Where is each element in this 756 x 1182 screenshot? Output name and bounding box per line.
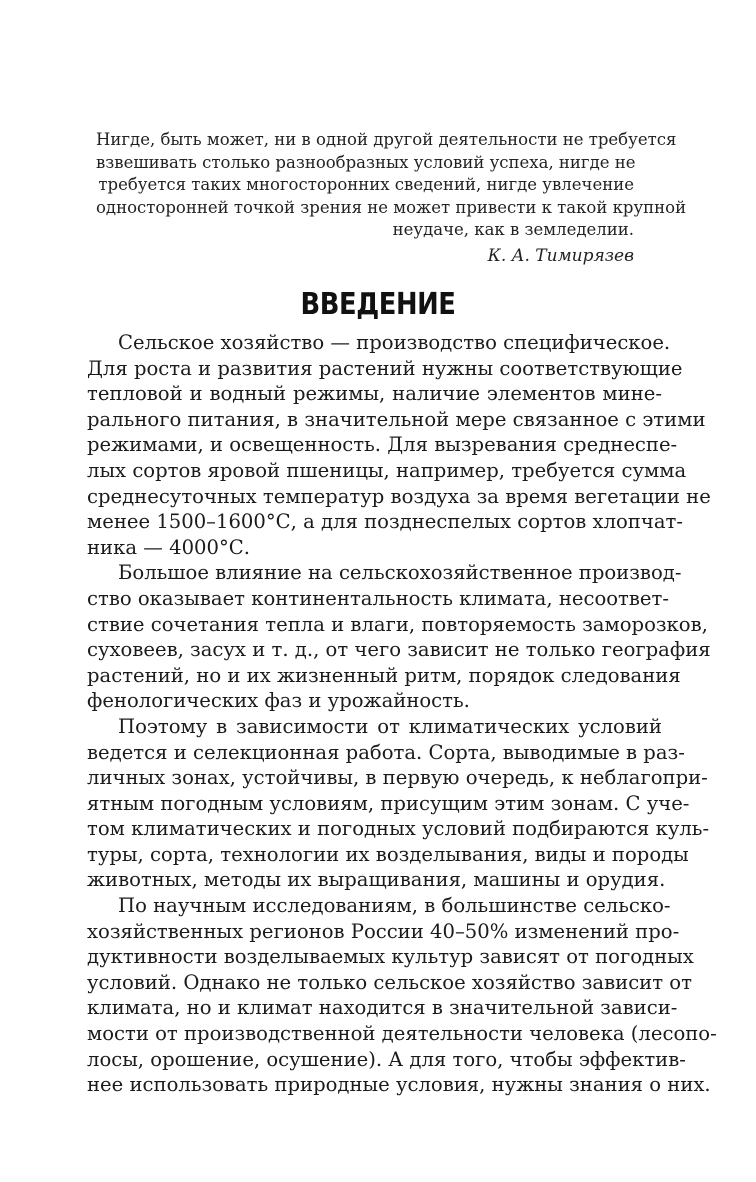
paragraph-line: среднесуточных температур воздуха за время вегетации не (87, 484, 711, 508)
paragraph-line: режимами, и освещенность. Для вызревания среднеспе- (87, 433, 678, 457)
paragraph-line: нее использовать природные условия, нужны знания о них. (87, 1073, 711, 1097)
paragraph-line: климата, но и климат находится в значительной зависи- (87, 996, 678, 1020)
paragraph-line: животных, методы их выращивания, машины и орудия. (87, 868, 666, 892)
paragraph-line: лосы, орошение, осушение). А для того, чтобы эффектив- (87, 1047, 686, 1071)
epigraph-line: требуется таких многосторонних сведений, нигде увлечение (98, 175, 634, 194)
epigraph-line: Нигде, быть может, ни в одной другой деятельности не требуется (96, 130, 677, 149)
epigraph-line: односторонней точкой зрения не может привести к такой крупной (96, 197, 687, 217)
paragraph-line: ведется и селекционная работа. Сорта, выводимые в раз- (87, 740, 685, 764)
paragraph-line: менее 1500–1600°С, а для позднеспелых сортов хлопчат- (87, 510, 683, 534)
paragraph-line: фенологических фаз и урожайность. (87, 689, 470, 713)
paragraph-line: личных зонах, устойчивы, в первую очередь, к неблагопри- (87, 766, 708, 790)
paragraph-line: растений, но и их жизненный ритм, порядок следования (87, 663, 681, 687)
paragraph-line: Для роста и развития растений нужны соответствующие (87, 356, 683, 380)
paragraph-line: хозяйственных регионов России 40–50% изменений про- (87, 919, 680, 943)
chapter-title: ВВЕДЕНИЕ (300, 287, 456, 322)
paragraph-line: туры, сорта, технологии их возделывания, виды и породы (87, 842, 689, 866)
paragraph-3 (87, 714, 710, 893)
body-text (87, 330, 717, 1098)
paragraph-1 (87, 330, 711, 560)
paragraph-line: дуктивности возделываемых культур зависят от погодных (87, 945, 694, 969)
paragraph-line: мости от производственной деятельности человека (лесопо- (87, 1022, 717, 1046)
paragraph-line: том климатических и погодных условий подбираются куль- (87, 817, 710, 841)
paragraph-line: Большое влияние на сельскохозяйственное производ- (118, 561, 682, 585)
paragraph-line: ятным погодным условиям, присущим этим зонам. С уче- (87, 791, 690, 815)
paragraph-line: ствие сочетания тепла и влаги, повторяемость заморозков, (87, 612, 708, 636)
paragraph-line: ство оказывает континентальность климата, несоответ- (87, 586, 669, 610)
epigraph-author: К. А. Тимирязев (487, 246, 634, 266)
paragraph-line: суховеев, засух и т. д., от чего зависит не только география (87, 638, 711, 662)
paragraph-line: лых сортов яровой пшеницы, например, требуется сумма (87, 458, 687, 482)
paragraph-line: тепловой и водный режимы, наличие элементов мине- (87, 382, 662, 406)
paragraph-2 (87, 560, 711, 714)
epigraph-quote (96, 129, 687, 242)
paragraph-4 (87, 893, 717, 1098)
paragraph-line: Поэтому в зависимости от климатических условий (118, 714, 662, 738)
epigraph-line: взвешивать столько разнообразных условий успеха, нигде не (96, 152, 636, 172)
epigraph-line: неудаче, как в земледелии. (392, 220, 634, 239)
paragraph-line: рального питания, в значительной мере связанное с этими (87, 407, 706, 431)
paragraph-line: Сельское хозяйство — производство специфическое. (118, 331, 671, 354)
paragraph-line: По научным исследованиям, в большинстве сельско- (118, 894, 671, 918)
paragraph-line: ника — 4000°С. (87, 535, 250, 559)
paragraph-line: условий. Однако не только сельское хозяйство зависит от (87, 970, 692, 994)
